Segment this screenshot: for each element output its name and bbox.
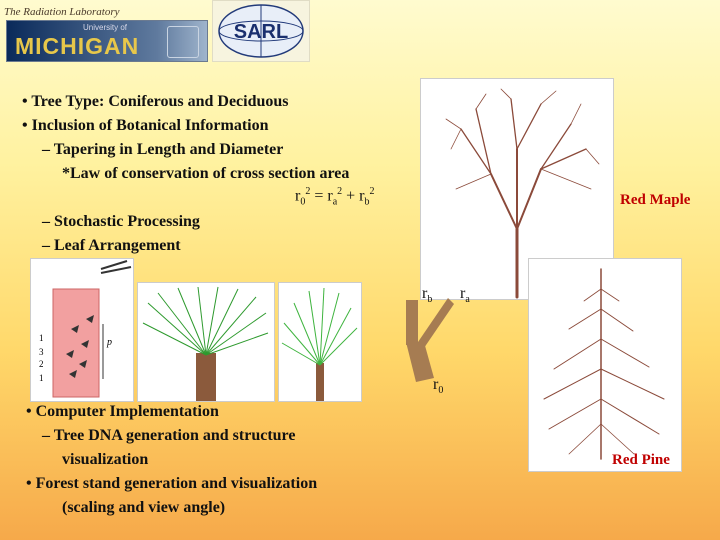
university-seal-icon (167, 26, 199, 58)
conifer-branch-icon-1 (138, 283, 274, 401)
rb-label: $r_b$ (422, 285, 433, 306)
sub-conservation-law: *Law of conservation of cross section area (62, 165, 350, 182)
red-pine-tree-icon (529, 259, 681, 471)
conifer-branch-image-2 (278, 282, 362, 402)
red-maple-label: Red Maple (620, 192, 691, 208)
cross-section-equation: $r_0^2 = r_a^2 + r_b^2$ (295, 186, 375, 208)
leaf-num-2: 2 (39, 359, 44, 369)
sub-leaf-arrangement: – Leaf Arrangement (42, 237, 181, 254)
bullet-botanical-info: • Inclusion of Botanical Information (22, 117, 269, 134)
sub-scaling-view: (scaling and view angle) (62, 499, 226, 516)
bullet-forest-stand: • Forest stand generation and visualization (26, 475, 318, 492)
leaf-p-label: p (107, 337, 112, 348)
michigan-logo (6, 20, 208, 62)
leaf-num-1b: 1 (39, 373, 44, 383)
sarl-text: SARL (233, 21, 289, 43)
bullet-computer-impl: • Computer Implementation (26, 403, 219, 420)
bullet-tree-type: • Tree Type: Coniferous and Deciduous (22, 93, 289, 110)
conifer-branch-icon-2 (279, 283, 361, 401)
sub-tree-dna-cont: visualization (62, 451, 149, 468)
leaf-arrangement-diagram (30, 258, 134, 402)
lab-title: The Radiation Laboratory (4, 6, 120, 18)
sarl-logo (212, 0, 310, 62)
r0-label: $r_0$ (433, 376, 444, 397)
sub-stochastic: – Stochastic Processing (42, 213, 200, 230)
red-pine-image (528, 258, 682, 472)
sub-tapering: – Tapering in Length and Diameter (42, 141, 284, 158)
branch-junction-diagram (400, 280, 480, 400)
university-of-text: University of (82, 23, 127, 32)
sub-tree-dna: – Tree DNA generation and structure (42, 427, 296, 444)
leaf-num-3: 3 (39, 347, 44, 357)
red-pine-label: Red Pine (612, 452, 670, 468)
ra-label: $r_a$ (460, 285, 470, 306)
leaf-arrangement-icon (31, 259, 133, 401)
sarl-logo-icon (213, 1, 309, 61)
leaf-num-1: 1 (39, 333, 44, 343)
conifer-branch-image-1 (137, 282, 275, 402)
michigan-text: MICHIGAN (15, 33, 140, 59)
